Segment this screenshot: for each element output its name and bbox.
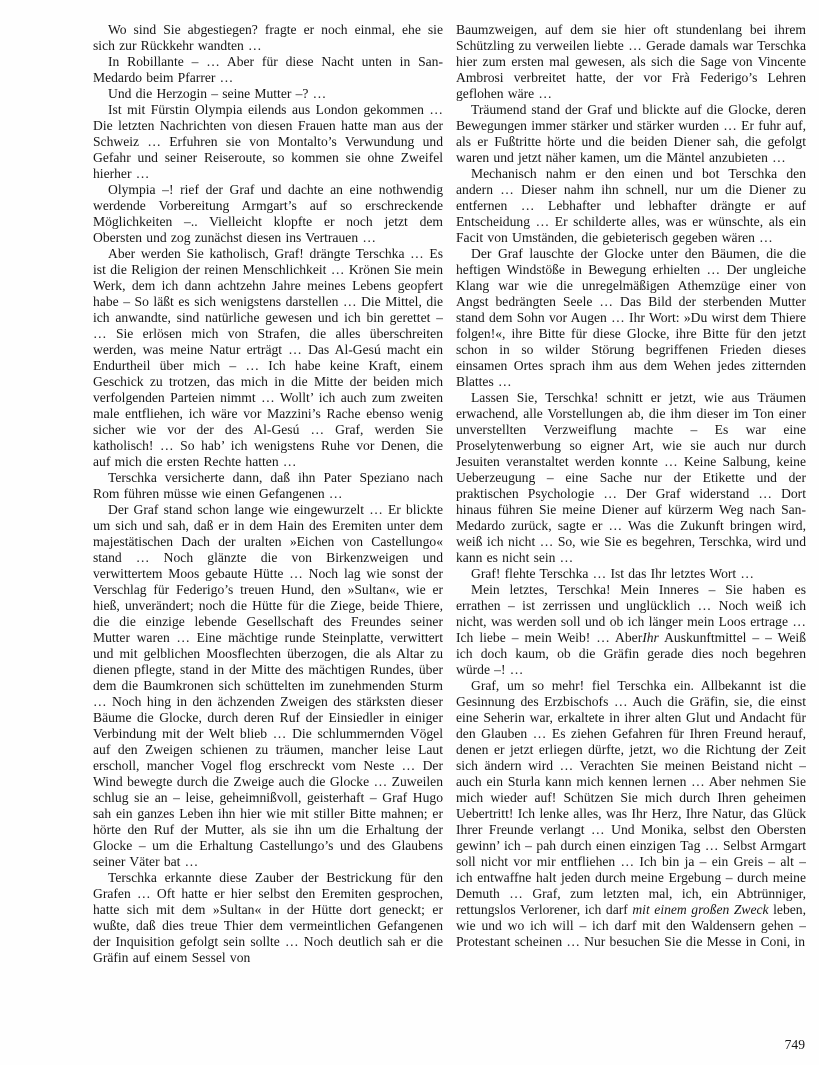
paragraph: Graf! flehte Terschka … Ist das Ihr letztes Wort … xyxy=(471,566,754,581)
text-block xyxy=(93,22,806,1035)
paragraph: Olympia –! rief der Graf und dachte an eine nothwendig werdende Vorbereitung Armgart’s auf so erschreckende Möglichkeiten –.. Vielleicht klopfte er noch jetzt dem Obersten und zog zunächst diesen ins Vertrauen … xyxy=(93,182,443,245)
page-number: 749 xyxy=(784,1037,805,1052)
paragraph: Terschka versicherte dann, daß ihn Pater Speziano nach Rom führen müsse wie einen Gefangenen … xyxy=(93,470,443,501)
italic-text: mit einem großen Zweck xyxy=(632,902,769,917)
paragraph: Graf, um so mehr! fiel Terschka ein. Allbekannt ist die Gesinnung des Erzbischofs … Auch die Gräfin, sie, die einst eine Seherin war, erkaltete in ihrer alten Glut und Andacht für den Glauben … Es ziehen Gefahren für Ihren Freund herauf, denen er jetzt erliegen dürfte, jetzt, wo die Richtung der Zeit sich ändern wird … Verachten Sie meinen Beistand nicht – auch ein Sturla kann mich kennen lernen … Aber nehmen Sie mich wieder auf! Schützen Sie mich durch Ihren geheimen Uebertritt! Ich lenke alles, was Ihr Herz, Ihre Natur, das Glück Ihrer Freunde verlangt … Und Monika, selbst den Obersten gewinn’ ich – pah durch einen einzigen Tag … Selbst Armgart soll nicht vor mir entfliehen … Ich bin ja – ein Greis – alt – ich entwaffne halt jeden durch meine Ergebung – durch meine Demuth … Graf, zum letzten mal, ich, ein Abtrünniger, rettungslos Verlorener, ich darf mit einem großen Zweck leben, wie und wo ich will – ich darf mit den Waldensern gehen – Protestant scheinen … Nur besuchen Sie die Messe in Coni, in xyxy=(456,678,806,949)
paragraph: Mechanisch nahm er den einen und bot Terschka den andern … Dieser nahm ihn schnell, nur um die Diener zu entfernen … Lebhafter und lebhafter drängte er auf Entscheidung … Er schilderte alles, was er wünschte, als ein Facit von Umständen, die gebieterisch gegeben wären … xyxy=(456,166,806,245)
paragraph: Baumzweigen, auf dem sie hier oft stundenlang bei ihrem Schützling zu verweilen liebte … Gerade damals war Terschka hier zum ersten mal gewesen, als sich die Sage von Vincente Ambrosi verbreitet hatte, der vor Frà Federigo’s Lehren geflohen wäre … xyxy=(456,22,806,101)
paragraph: In Robillante – … Aber für diese Nacht unten in San-Medardo beim Pfarrer … xyxy=(93,54,443,85)
left-column xyxy=(93,22,443,1035)
paragraph: Aber werden Sie katholisch, Graf! drängte Terschka … Es ist die Religion der reinen Menschlichkeit … Krönen Sie mein Werk, dem ich dann achtzehn Jahre meines Lebens geopfert habe – So läßt es sich wenigstens darstellen … Die Mittel, die ich anwandte, sind natürliche gewesen und ich bin gerettet – … Sie erlösen mich von Strafen, die alles überschreiten werden, was meine Natur erträgt … Das Al-Gesú macht ein Endurtheil über mich – … Ich habe keine Kraft, einem Geschick zu trotzen, das mich in die Mitte der beiden mich verfolgenden Parteien nimmt … Wollt’ ich auch zum zweiten male entfliehen, ich wäre vor Mazzini’s Rache ebenso wenig sicher wie vor der des Al-Gesú … Graf, werden Sie katholisch! … So hab’ ich wenigstens Ruhe vor Denen, die auf mich die ersten Rechte hatten … xyxy=(93,246,443,469)
paragraph: Träumend stand der Graf und blickte auf die Glocke, deren Bewegungen immer stärker und stärker wurden … Er fuhr auf, als er Fußtritte hörte und die beiden Diener sah, die gefolgt waren und jetzt näher kamen, um die Mäntel anzubieten … xyxy=(456,102,806,165)
right-column xyxy=(456,22,806,1035)
italic-text: Ihr xyxy=(642,630,659,645)
paragraph: Der Graf lauschte der Glocke unter den Bäumen, die die heftigen Windstöße in Bewegung erhielten … Der ungleiche Klang war wie die unregelmäßigen Athemzüge einer von Angst bedrängten Seele … Das Bild der sterbenden Mutter stand dem Sohn vor Augen … Ihr Wort: »Du wirst dem Thiere folgen!«, ihre Bitte für diese Glocke, ihre Bitte für den jetzt schon in so wilder Störung begriffenen Frieden dieses einsamen Ortes sprach ihm aus dem Wehen jedes zitternden Blattes … xyxy=(456,246,806,389)
paragraph: Der Graf stand schon lange wie eingewurzelt … Er blickte um sich und sah, daß er in dem Hain des Eremiten unter dem majestätischen Dach der uralten »Eichen von Castellungo« stand … Noch glänzte die von Birkenzweigen und verwittertem Moos gebaute Hütte … Noch lag wie sonst der Verschlag für Federigo’s treuen Hund, den »Sultan«, wie er hieß, unverändert; noch die Hütte für die Ziege, beide Thiere, die die einzige lebende Gesellschaft des Freundes seiner Mutter waren … Eine mächtige runde Steinplatte, verwittert und mit gelblichen Moosflechten überzogen, die als Altar zu dienen pflegte, stand in der Mitte des mächtigen Rundes, über dem die Baumkronen sich schüttelten im zunehmenden Sturm … Noch hing in den ächzenden Zweigen des stärksten dieser Bäume die Glocke, durch deren Ruf der Einsiedler in einiger Verbindung mit der Welt blieb … Die schlummernden Vögel auf den Zweigen schienen zu träumen, mancher leise Laut erscholl, mancher Vogel flog erschreckt vom Neste … Der Wind bewegte durch die Zweige auch die Glocke … Zuweilen schlug sie an – leise, geheimnißvoll, geisterhaft – Graf Hugo sah ein ganzes Leben ihn hier wie mit stiller Bitte mahnen; er hörte den Ruf der Mutter, als sie ihn um die Erhaltung der Glocke – um die Erhaltung Castellungo’s und des Glaubens seiner Väter bat … xyxy=(93,502,443,869)
paragraph: Terschka erkannte diese Zauber der Bestrickung für den Grafen … Oft hatte er hier selbst den Eremiten gesprochen, hatte sich mit dem »Sultan« in der Hütte dort geneckt; er wußte, daß dies treue Thier dem vermeintlichen Gefangenen der Inquisition gefolgt sein sollte … Noch deutlich sah er die Gräfin auf einem Sessel von xyxy=(93,870,443,965)
paragraph: Mein letztes, Terschka! Mein Inneres – Sie haben es errathen – ist zerrissen und unglücklich … Noch weiß ich nicht, was werden soll und ob ich länger mein Loos ertrage … Ich liebe – mein Weib! … AberIhr Auskunftmittel – – Weiß ich doch kaum, ob die Gräfin gerade dies noch begehren würde –! … xyxy=(456,582,806,677)
paragraph: Wo sind Sie abgestiegen? fragte er noch einmal, ehe sie sich zur Rückkehr wandten … xyxy=(93,22,443,53)
paragraph: Und die Herzogin – seine Mutter –? … xyxy=(108,86,327,101)
paragraph: Lassen Sie, Terschka! schnitt er jetzt, wie aus Träumen erwachend, alle Vorstellungen ab, die ihm dieser im Ton einer unverstellten Verzweiflung machte – Es war eine Proselytenwerbung so eigner Art, wie sie auch nur durch Jesuiten veranstaltet werden konnte … Keine Salbung, keine Ueberzeugung – eine Sache nur der Etikette und der praktischen Psychologie … Der Graf widerstand … Dort hinaus führen Sie meine Diener auf kürzerm Weg nach San-Medardo zurück, sagte er … Was die Zukunft bringen wird, weiß ich nicht … So, wie Sie es begehren, Terschka, wird und kann es nicht sein … xyxy=(456,390,806,565)
paragraph: Ist mit Fürstin Olympia eilends aus London gekommen … Die letzten Nachrichten von diesen Frauen hatte man aus der Schweiz … Erfuhren sie von Montalto’s Verwundung und Gefahr und seiner Reiseroute, so kommen sie ohne Zweifel hierher … xyxy=(93,102,443,181)
